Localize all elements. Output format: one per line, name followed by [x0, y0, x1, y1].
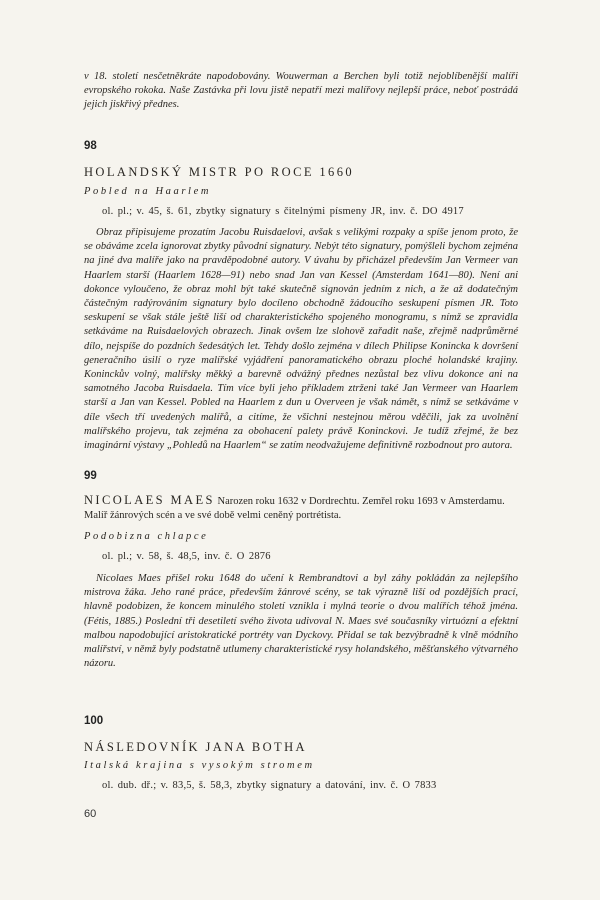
entry-99-heading: [84, 493, 518, 523]
intro-paragraph: v 18. století nesčetněkráte napodobovány. Wouwerman a Berchen byli totiž nejoblíbenější malíři evropského rokoka. Naše Zastávka při lovu jistě nepatří mezi malířovy nejlepší práce, neboť postrádá jejich jiskřivý přednes.: [84, 71, 518, 111]
entry-98-meta: ol. pl.; v. 45, š. 61, zbytky signatury s čitelnými písmeny JR, inv. č. DO 4917: [102, 206, 464, 217]
entry-99-meta: ol. pl.; v. 58, š. 48,5, inv. č. O 2876: [102, 551, 271, 562]
entry-number-100: 100: [84, 715, 104, 727]
entry-100-subtitle: Italská krajina s vysokým stromem: [84, 760, 315, 771]
entry-99-bio: Narozen roku 1632 v Dordrechtu. Zemřel roku 1693 v Amsterdamu. Malíř žánrových scén a ve své době velmi ceněný portrétista.: [84, 496, 505, 521]
entry-98-heading: HOLANDSKÝ MISTR PO ROCE 1660: [84, 165, 354, 179]
entry-99-artist: NICOLAES MAES: [84, 493, 215, 507]
entry-99-text: Nicolaes Maes přišel roku 1648 do učení k Rembrandtovi a byl záhy pokládán za nejlepšího mistrova žáka. Jeho rané práce, především žánrové scény, se tak výrazně liší od pozdějších prací, hlavně podobizen, že koncem minulého století vznikla i mylná teorie o dvou malířích téhož jména. (Fétis, 1885.) Poslední tři desetiletí svého života udivoval N. Maes své současníky virtuózní a efektní malbou napodobující aristokratické portréty van Dyckovy. Přidal se tak bezvýbradně k vlně módního malířství, v němž byly podstatně utlumeny charakteristické rysy holandského, měšťanského výtvarného názoru.: [84, 573, 518, 670]
entry-number-99: 99: [84, 470, 97, 482]
page-number: 60: [84, 808, 97, 820]
entry-98-subtitle: Pobled na Haarlem: [84, 186, 212, 197]
entry-100-meta: ol. dub. dř.; v. 83,5, š. 58,3, zbytky signatury a datování, inv. č. O 7833: [102, 780, 437, 791]
entry-number-98: 98: [84, 140, 97, 152]
entry-100-heading: NÁSLEDOVNÍK JANA BOTHA: [84, 740, 307, 754]
entry-98-text: Obraz připisujeme prozatím Jacobu Ruisdaelovi, avšak s velikými rozpaky a spíše jenom proto, že se obáváme zcela ignorovat zbytky původní signatury. Nebýt této signatury, pomýšleli bychom zejména na jiné dva malíře jako na pravděpodobné autory. V úvahu by přicházel především Jan Vermeer van Haarlem starší (Haarlem 1628—91) nebo snad Jan van Kessel (Amsterdam 1641—80). Není ani dokonce vyloučeno, že obraz mohl být také skutečně signován jedním z nich, a že až dodatečným částečným radýrováním signatury bylo docíleno obchodně žádoucího seskupení písmen JR. Toto seskupení se však stále ještě liší od charakteristického spojeného monogramu, s nímž se zpravidla setkáváme na Ruisdaelových obrazech. Jinak ovšem lze slohově zařadit naše, zřejmě nadprůměrné dílo, nejspíše do pozdních šedesátých let. Tehdy došlo zejména v dílech Philipse Koninckа k dovršení generačního úsilí o ryze malířské vyjádření panoramatického obrazu ploché holandské krajiny. Koninckův volný, malířsky měkký a barevně odvážný přednes nezůstal bez vlivu dokonce ani na samotného Jacoba Ruisdaela. Tím více byli jeho příkladem ztrženi také Jan Vermeer van Haarlem starší a Jan van Kessel. Pobled na Haarlem z dun u Overveen je však námět, s nímž se setkáváme v díle všech tří uvedených malířů, a citíme, že všichni nestejnou měrou vděčili, jak za uvolnění malířského projevu, tak zejména za obohacení palety právě Koninckovi. Je tudíž zřejmé, že bez imaginární výstavy „Pohledů na Haarlem“ se zatím neodvažujeme definitivně rozbodnout pro autora.: [84, 227, 518, 452]
entry-99-subtitle: Podobizna chlapce: [84, 531, 209, 542]
